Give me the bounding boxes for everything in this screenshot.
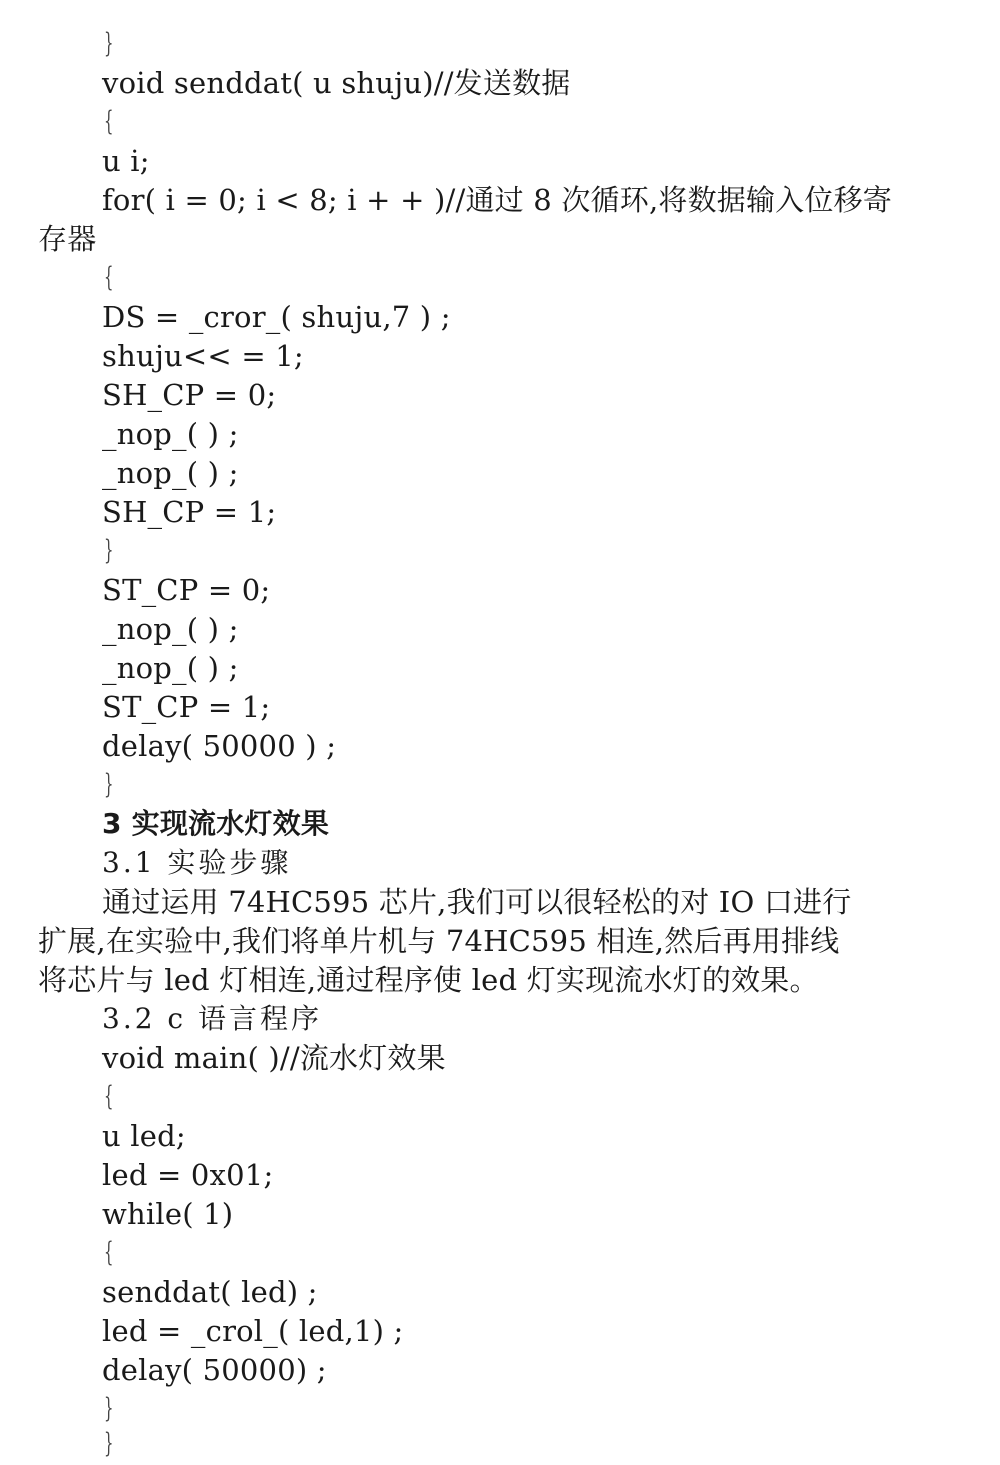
code-line: } <box>104 1393 114 1424</box>
code-line: delay( 50000) ; <box>102 1353 327 1387</box>
code-line: shuju<< = 1; <box>102 339 304 373</box>
code-line: ST_CP = 1; <box>102 690 271 724</box>
code-line: while( 1) <box>102 1197 234 1231</box>
code-line: { <box>104 106 114 137</box>
code-line: } <box>104 535 114 566</box>
code-line: void main( )//流水灯效果 <box>102 1041 446 1075</box>
paragraph-line: 将芯片与 led 灯相连,通过程序使 led 灯实现流水灯的效果。 <box>38 963 819 997</box>
code-line: _nop_( ) ; <box>102 417 239 451</box>
code-line: void senddat( u shuju)//发送数据 <box>102 66 571 100</box>
code-line: } <box>104 1428 114 1459</box>
code-line: ST_CP = 0; <box>102 573 271 607</box>
code-line: led = _crol_( led,1) ; <box>102 1314 404 1348</box>
code-line: for( i = 0; i < 8; i + + )//通过 8 次循环,将数据输入位移寄 <box>102 183 892 217</box>
code-line: } <box>104 28 114 59</box>
code-line: led = 0x01; <box>102 1158 274 1192</box>
code-line: delay( 50000 ) ; <box>102 729 337 763</box>
paragraph-line: 通过运用 74HC595 芯片,我们可以很轻松的对 IO 口进行 <box>102 885 852 919</box>
code-line: u i; <box>102 144 150 178</box>
code-line: _nop_( ) ; <box>102 651 239 685</box>
code-line: _nop_( ) ; <box>102 612 239 646</box>
subsection-heading: 3.1 实验步骤 <box>102 846 292 879</box>
code-line: DS = _cror_( shuju,7 ) ; <box>102 300 451 334</box>
code-line: { <box>104 262 114 293</box>
code-line-continuation: 存器 <box>38 222 97 256</box>
code-line: _nop_( ) ; <box>102 456 239 490</box>
code-line: u led; <box>102 1119 186 1153</box>
code-line: SH_CP = 1; <box>102 495 277 529</box>
code-line: { <box>104 1237 114 1268</box>
code-line: { <box>104 1081 114 1112</box>
section-heading: 3 实现流水灯效果 <box>102 807 330 840</box>
code-line: senddat( led) ; <box>102 1275 318 1309</box>
paragraph-line: 扩展,在实验中,我们将单片机与 74HC595 相连,然后再用排线 <box>38 924 840 958</box>
code-line: } <box>104 769 114 800</box>
subsection-heading: 3.2 c 语言程序 <box>102 1002 323 1035</box>
code-line: SH_CP = 0; <box>102 378 277 412</box>
